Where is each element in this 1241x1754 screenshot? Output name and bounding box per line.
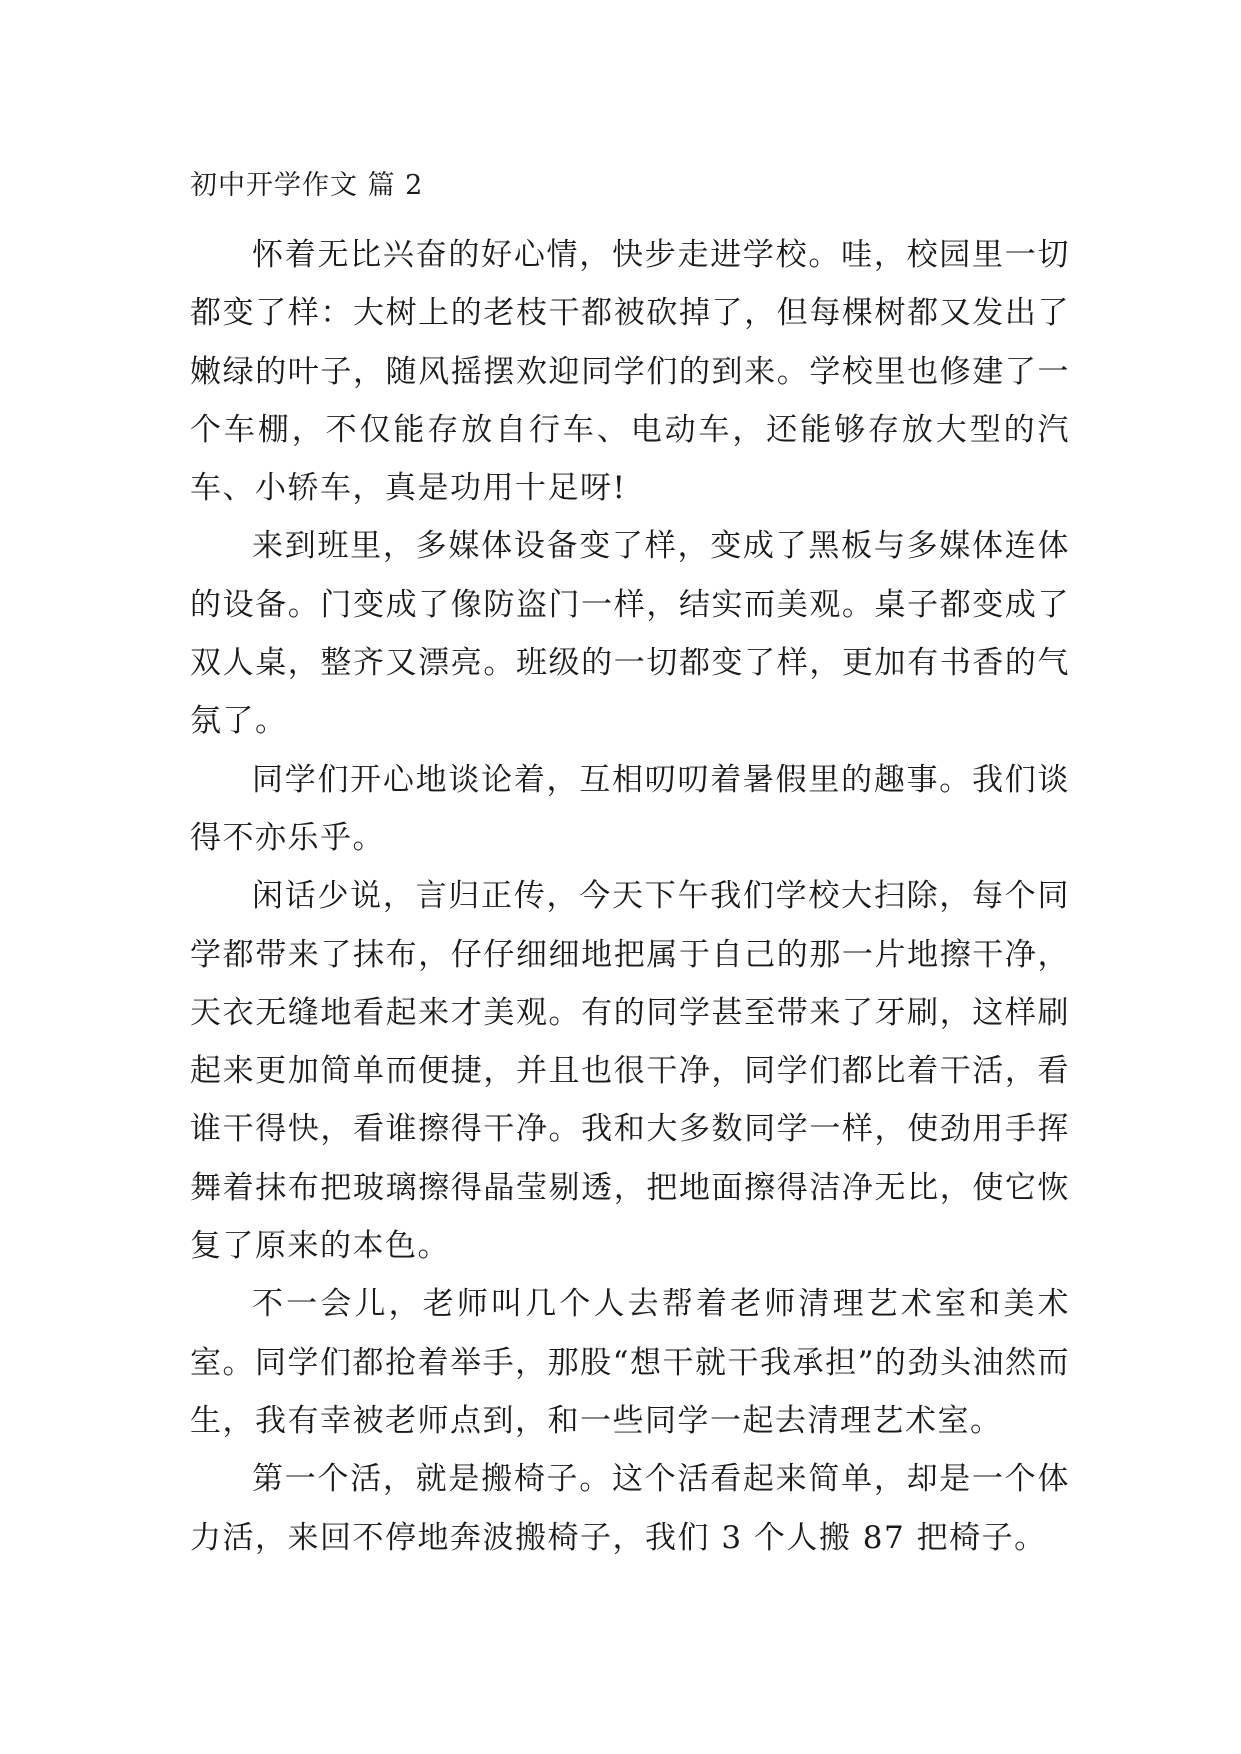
paragraph: 同学们开心地谈论着，互相叨叨着暑假里的趣事。我们谈得不亦乐乎。 — [190, 761, 1070, 856]
document-title: 初中开学作文 篇 2 — [190, 170, 424, 201]
paragraph: 闲话少说，言归正传，今天下午我们学校大扫除，每个同学都带来了抹布，仔仔细细地把属于自己的那一片地擦干净，天衣无缝地看起来才美观。有的同学甚至带来了牙刷，这样刷起来更加简单而便捷，并且也很干净，同学们都比着干活，看谁干得快，看谁擦得干净。我和大多数同学一样，使劲用手挥舞着抹布把玻璃擦得晶莹剔透，把地面擦得洁净无比，使它恢复了原来的本色。 — [190, 878, 1070, 1265]
paragraph: 不一会儿，老师叫几个人去帮着老师清理艺术室和美术室。同学们都抢着举手，那股“想干就干我承担”的劲头油然而生，我有幸被老师点到，和一些同学一起去清理艺术室。 — [190, 1286, 1070, 1439]
paragraph: 怀着无比兴奋的好心情，快步走进学校。哇，校园里一切都变了样：大树上的老枝干都被砍掉了，但每棵树都又发出了嫩绿的叶子，随风摇摆欢迎同学们的到来。学校里也修建了一个车棚，不仅能存放自行车、电动车，还能够存放大型的汽车、小轿车，真是功用十足呀! — [190, 237, 1070, 507]
paragraph: 第一个活，就是搬椅子。这个活看起来简单，却是一个体力活，来回不停地奔波搬椅子，我们 3 个人搬 87 把椅子。 — [190, 1461, 1070, 1556]
paragraph: 来到班里，多媒体设备变了样，变成了黑板与多媒体连体的设备。门变成了像防盗门一样，结实而美观。桌子都变成了双人桌，整齐又漂亮。班级的一切都变了样，更加有书香的气氛了。 — [190, 528, 1070, 740]
document-page — [190, 168, 1070, 1567]
